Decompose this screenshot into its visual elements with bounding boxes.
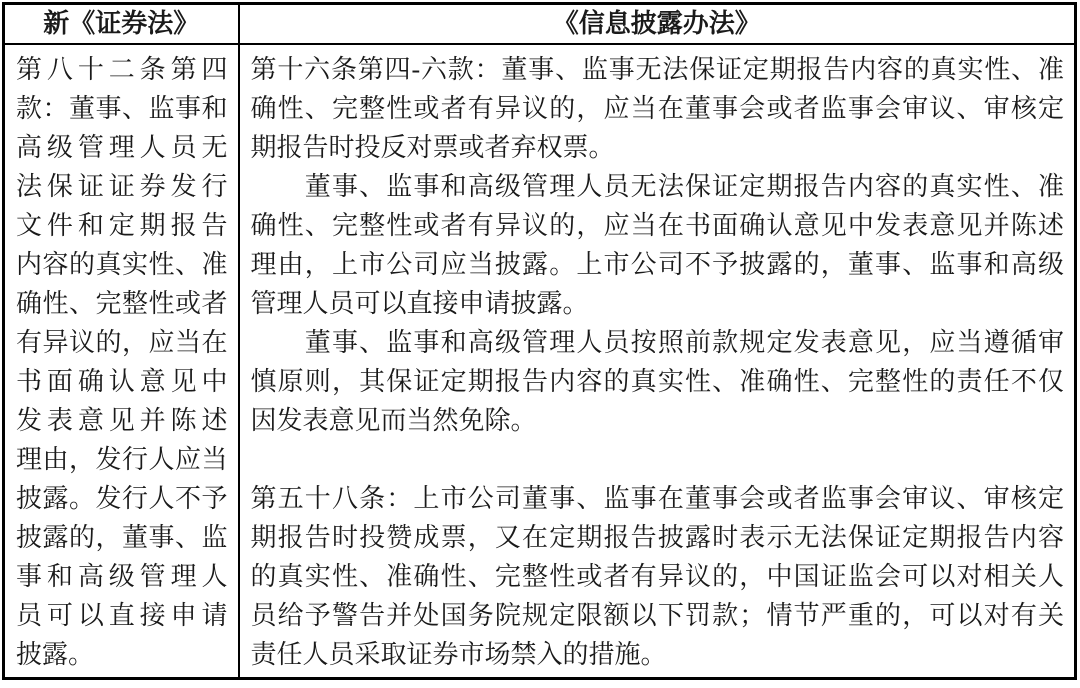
- paragraph: [251, 167, 1065, 323]
- content-row: [4, 44, 1076, 679]
- securities-law-cell: [4, 44, 239, 679]
- text-line: 披露。: [16, 639, 95, 669]
- law-comparison-table: [2, 2, 1077, 680]
- text-line: 第十六条第四-六款：董事、监事无法保证定期报告内容的真实性、准: [250, 54, 1064, 84]
- paragraph: [16, 50, 228, 674]
- text-line: 理由，发行人应当: [16, 444, 228, 474]
- text-line: 确性、完整性或者有异议的，应当在书面确认意见中发表意见并陈述: [250, 210, 1064, 240]
- text-line: 理由，上市公司应当披露。上市公司不予披露的，董事、监事和高级: [250, 249, 1064, 279]
- text-line: 确性、完整性或者: [16, 288, 228, 318]
- text-line: 员可以直接申请: [16, 600, 228, 630]
- text-line: 发表意见并陈述: [16, 405, 228, 435]
- header-securities-law: 新《证券法》: [4, 4, 239, 44]
- text-line: 董事、监事和高级管理人员无法保证定期报告内容的真实性、准: [250, 171, 1064, 201]
- text-line: 期报告时投赞成票，又在定期报告披露时表示无法保证定期报告内容: [250, 522, 1064, 552]
- text-line: 书面确认意见中: [16, 366, 228, 396]
- text-line: 董事、监事和高级管理人员按照前款规定发表意见，应当遵循审: [250, 327, 1064, 357]
- text-line: 高级管理人员无: [16, 132, 228, 162]
- header-disclosure-measures: 《信息披露办法》: [239, 4, 1076, 44]
- text-line: 第八十二条第四: [16, 54, 228, 84]
- text-line: 第五十八条：上市公司董事、监事在董事会或者监事会审议、审核定: [250, 483, 1064, 513]
- text-line: 内容的真实性、准: [16, 249, 228, 279]
- text-line: 款：董事、监事和: [16, 93, 228, 123]
- header-row: [4, 4, 1076, 44]
- text-line: 管理人员可以直接申请披露。: [250, 288, 589, 318]
- text-line: 法保证证券发行: [16, 171, 228, 201]
- text-line: 责任人员采取证券市场禁入的措施。: [250, 639, 667, 669]
- text-line: 事和高级管理人: [16, 561, 228, 591]
- disclosure-measures-cell: [239, 44, 1076, 679]
- text-line: 期报告时投反对票或者弃权票。: [250, 132, 615, 162]
- text-line: 有异议的，应当在: [16, 327, 228, 357]
- paragraph: [251, 323, 1065, 440]
- text-line: 员给予警告并处国务院规定限额以下罚款；情节严重的，可以对有关: [250, 600, 1064, 630]
- text-line: 披露的，董事、监: [16, 522, 228, 552]
- text-line: 披露。发行人不予: [16, 483, 228, 513]
- text-line: 文件和定期报告: [16, 210, 228, 240]
- text-line: 因发表意见而当然免除。: [250, 405, 537, 435]
- paragraph: [251, 50, 1065, 167]
- text-line: 的真实性、准确性、完整性或者有异议的，中国证监会可以对相关人: [250, 561, 1064, 591]
- text-line: [251, 440, 1065, 479]
- paragraph: [251, 479, 1065, 674]
- paragraph: [251, 440, 1065, 479]
- text-line: 慎原则，其保证定期报告内容的真实性、准确性、完整性的责任不仅: [250, 366, 1064, 396]
- text-line: 确性、完整性或者有异议的，应当在董事会或者监事会审议、审核定: [250, 93, 1064, 123]
